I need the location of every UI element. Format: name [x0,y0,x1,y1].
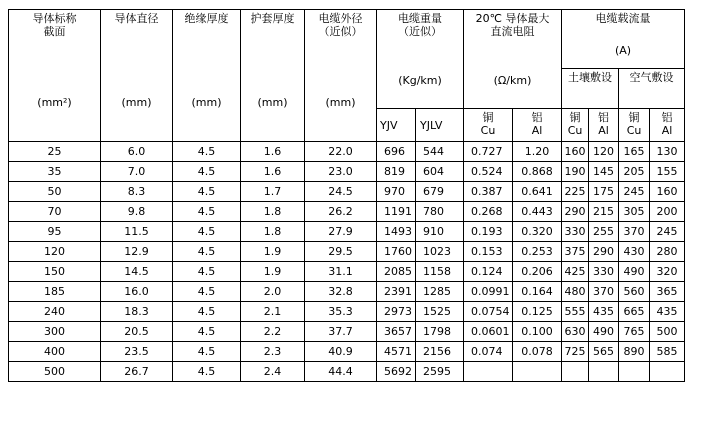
cell-air-cu: 560 [619,282,650,302]
cell-air-al: 130 [650,142,685,162]
header-section [9,10,101,142]
header-soil-cu [562,109,589,142]
header-air-al-cn: 铝 [661,111,673,124]
cell-resistance-al: 0.253 [513,242,562,262]
cell-air-cu: 370 [619,222,650,242]
cell-soil-al: 175 [589,182,619,202]
cell-weight-yjv: 1191 [377,202,416,222]
cell-air-al [650,362,685,382]
header-weight-label-2: （近似） [398,25,442,38]
header-weight-yjlv [416,109,464,142]
header-insulation-label: 绝缘厚度 [184,12,229,25]
header-soil-al-cn: 铝 [598,111,610,124]
cell-sheath: 2.2 [241,322,305,342]
cell-resistance-cu: 0.387 [464,182,513,202]
cell-insulation: 4.5 [173,282,241,302]
cell-diameter: 7.0 [101,162,173,182]
cell-soil-cu: 425 [562,262,589,282]
cell-insulation: 4.5 [173,142,241,162]
table-row [9,222,685,242]
cell-section: 25 [9,142,101,162]
cell-weight-yjlv: 1525 [416,302,464,322]
cell-air-al: 365 [650,282,685,302]
cell-soil-cu: 330 [562,222,589,242]
header-weight-unit: (Kg/km) [398,74,442,87]
cell-insulation: 4.5 [173,182,241,202]
table-row [9,322,685,342]
cell-insulation: 4.5 [173,262,241,282]
cell-weight-yjlv: 1285 [416,282,464,302]
cell-resistance-cu [464,362,513,382]
header-current-soil-label: 土壤敷设 [568,71,613,84]
cell-outer-diameter: 27.9 [305,222,377,242]
cell-section: 300 [9,322,101,342]
cell-soil-al: 290 [589,242,619,262]
header-section-unit: (mm²) [37,96,72,109]
header-resistance-al-en: Al [531,124,543,137]
cell-outer-diameter: 24.5 [305,182,377,202]
table-body [9,142,685,382]
cell-diameter: 14.5 [101,262,173,282]
cell-resistance-al: 0.164 [513,282,562,302]
header-soil-cu-en: Cu [567,124,583,137]
cell-weight-yjlv: 2156 [416,342,464,362]
cell-insulation: 4.5 [173,242,241,262]
cell-sheath: 2.1 [241,302,305,322]
header-resistance-cu-en: Cu [480,124,496,137]
cell-air-cu: 890 [619,342,650,362]
cell-section: 150 [9,262,101,282]
cell-air-cu: 305 [619,202,650,222]
cell-soil-cu: 190 [562,162,589,182]
cell-section: 50 [9,182,101,202]
cell-section: 120 [9,242,101,262]
cell-weight-yjv: 3657 [377,322,416,342]
cell-insulation: 4.5 [173,222,241,242]
header-current-air [619,69,685,109]
cell-sheath: 2.3 [241,342,305,362]
table-row [9,142,685,162]
cell-section: 400 [9,342,101,362]
cell-sheath: 1.6 [241,142,305,162]
header-weight-yjlv-label: YJLV [420,119,443,132]
cell-air-cu: 430 [619,242,650,262]
cell-soil-cu: 725 [562,342,589,362]
header-air-al [650,109,685,142]
header-resistance-al [513,109,562,142]
cell-air-al: 320 [650,262,685,282]
cell-diameter: 20.5 [101,322,173,342]
header-air-cu-en: Cu [626,124,642,137]
cell-soil-al: 565 [589,342,619,362]
cell-soil-al [589,362,619,382]
cell-weight-yjlv: 910 [416,222,464,242]
cell-section: 500 [9,362,101,382]
cell-weight-yjv: 819 [377,162,416,182]
cell-weight-yjv: 696 [377,142,416,162]
cell-soil-cu: 630 [562,322,589,342]
cell-weight-yjlv: 780 [416,202,464,222]
cell-outer-diameter: 32.8 [305,282,377,302]
cell-weight-yjv: 1493 [377,222,416,242]
header-outer-unit: (mm) [325,96,356,109]
cell-diameter: 12.9 [101,242,173,262]
cell-diameter: 11.5 [101,222,173,242]
cell-resistance-al: 0.443 [513,202,562,222]
header-soil-cu-cn: 铜 [569,111,581,124]
cell-weight-yjv: 5692 [377,362,416,382]
cell-diameter: 23.5 [101,342,173,362]
cell-resistance-al: 0.100 [513,322,562,342]
cell-resistance-al: 0.078 [513,342,562,362]
cell-weight-yjlv: 679 [416,182,464,202]
cell-insulation: 4.5 [173,202,241,222]
header-resistance [464,10,562,109]
cell-sheath: 1.9 [241,242,305,262]
cell-diameter: 16.0 [101,282,173,302]
cell-weight-yjv: 2085 [377,262,416,282]
cell-soil-al: 490 [589,322,619,342]
header-diameter-unit: (mm) [121,96,152,109]
cell-insulation: 4.5 [173,302,241,322]
cell-sheath: 2.0 [241,282,305,302]
cell-soil-al: 370 [589,282,619,302]
cell-resistance-cu: 0.193 [464,222,513,242]
header-weight [377,10,464,109]
table-row [9,262,685,282]
cell-weight-yjv: 970 [377,182,416,202]
cell-air-cu: 165 [619,142,650,162]
cell-outer-diameter: 35.3 [305,302,377,322]
cell-diameter: 6.0 [101,142,173,162]
cell-air-al: 200 [650,202,685,222]
cell-resistance-cu: 0.524 [464,162,513,182]
cell-air-cu: 490 [619,262,650,282]
header-soil-al-en: Al [598,124,609,137]
header-current-unit: (A) [614,44,632,57]
cell-insulation: 4.5 [173,362,241,382]
cell-sheath: 1.8 [241,202,305,222]
cell-weight-yjv: 2391 [377,282,416,302]
table-row [9,342,685,362]
cell-sheath: 1.9 [241,262,305,282]
cell-air-al: 585 [650,342,685,362]
cell-air-cu: 665 [619,302,650,322]
header-insulation-unit: (mm) [191,96,222,109]
header-weight-yjv-label: YJV [380,119,398,132]
cell-air-al: 280 [650,242,685,262]
cell-air-cu: 205 [619,162,650,182]
cell-soil-al: 330 [589,262,619,282]
cell-diameter: 26.7 [101,362,173,382]
cell-air-cu: 245 [619,182,650,202]
header-sheath [241,10,305,142]
cell-weight-yjlv: 2595 [416,362,464,382]
header-resistance-label-2: 直流电阻 [490,25,535,38]
header-soil-al [589,109,619,142]
header-sheath-unit: (mm) [257,96,288,109]
cell-resistance-cu: 0.153 [464,242,513,262]
header-weight-label-1: 电缆重量 [398,12,442,25]
cell-section: 70 [9,202,101,222]
header-resistance-cu [464,109,513,142]
header-outer-label-2: （近似） [318,25,363,38]
table-row [9,302,685,322]
cell-air-cu: 765 [619,322,650,342]
header-resistance-unit: (Ω/km) [493,74,532,87]
cell-weight-yjv: 1760 [377,242,416,262]
cell-soil-cu: 225 [562,182,589,202]
header-current-label: 电缆载流量 [595,12,651,25]
cell-diameter: 9.8 [101,202,173,222]
cell-diameter: 8.3 [101,182,173,202]
cell-section: 35 [9,162,101,182]
cell-resistance-cu: 0.124 [464,262,513,282]
header-air-cu-cn: 铜 [628,111,640,124]
cell-soil-cu: 160 [562,142,589,162]
header-outer-label-1: 电缆外径 [318,12,363,25]
cell-diameter: 18.3 [101,302,173,322]
cell-weight-yjlv: 544 [416,142,464,162]
cell-soil-cu: 555 [562,302,589,322]
header-resistance-label-1: 20℃ 导体最大 [475,12,550,25]
header-resistance-cu-cn: 铜 [482,111,494,124]
header-air-cu [619,109,650,142]
cell-resistance-al [513,362,562,382]
header-current-air-label: 空气敷设 [629,71,674,84]
cell-soil-cu: 290 [562,202,589,222]
cell-outer-diameter: 44.4 [305,362,377,382]
cell-air-al: 155 [650,162,685,182]
cell-air-cu [619,362,650,382]
cell-outer-diameter: 37.7 [305,322,377,342]
cell-resistance-cu: 0.727 [464,142,513,162]
cell-resistance-al: 1.20 [513,142,562,162]
header-insulation [173,10,241,142]
header-current-soil [562,69,619,109]
cell-sheath: 1.6 [241,162,305,182]
cell-resistance-cu: 0.0754 [464,302,513,322]
cell-sheath: 2.4 [241,362,305,382]
cell-resistance-cu: 0.074 [464,342,513,362]
cell-insulation: 4.5 [173,322,241,342]
cell-soil-al: 120 [589,142,619,162]
cell-soil-al: 215 [589,202,619,222]
cell-resistance-al: 0.125 [513,302,562,322]
cell-weight-yjlv: 1798 [416,322,464,342]
header-section-label-1: 导体标称 [32,12,77,25]
cell-weight-yjlv: 1023 [416,242,464,262]
cell-outer-diameter: 22.0 [305,142,377,162]
cell-insulation: 4.5 [173,342,241,362]
cell-weight-yjlv: 1158 [416,262,464,282]
cell-resistance-al: 0.868 [513,162,562,182]
table-row [9,182,685,202]
header-diameter [101,10,173,142]
header-air-al-en: Al [661,124,673,137]
table-row [9,202,685,222]
cell-air-al: 160 [650,182,685,202]
cable-spec-sheet [8,9,684,415]
header-weight-yjv [377,109,416,142]
cable-spec-table [8,9,685,382]
header-sheath-label: 护套厚度 [250,12,295,25]
cell-resistance-cu: 0.0991 [464,282,513,302]
table-row [9,162,685,182]
cell-resistance-cu: 0.0601 [464,322,513,342]
header-section-label-2: 截面 [43,25,66,38]
table-header [9,10,685,142]
cell-air-al: 500 [650,322,685,342]
cell-sheath: 1.7 [241,182,305,202]
cell-resistance-al: 0.320 [513,222,562,242]
cell-soil-cu: 480 [562,282,589,302]
cell-weight-yjlv: 604 [416,162,464,182]
cell-section: 185 [9,282,101,302]
cell-weight-yjv: 2973 [377,302,416,322]
cell-outer-diameter: 31.1 [305,262,377,282]
header-resistance-al-cn: 铝 [531,111,543,124]
table-row [9,242,685,262]
cell-resistance-al: 0.206 [513,262,562,282]
cell-air-al: 435 [650,302,685,322]
header-current [562,10,685,69]
table-row [9,282,685,302]
cell-section: 95 [9,222,101,242]
header-diameter-label: 导体直径 [114,12,159,25]
header-outer-diameter [305,10,377,142]
cell-air-al: 245 [650,222,685,242]
table-row [9,362,685,382]
cell-sheath: 1.8 [241,222,305,242]
cell-soil-al: 435 [589,302,619,322]
cell-outer-diameter: 23.0 [305,162,377,182]
cell-resistance-cu: 0.268 [464,202,513,222]
cell-resistance-al: 0.641 [513,182,562,202]
cell-outer-diameter: 26.2 [305,202,377,222]
cell-outer-diameter: 29.5 [305,242,377,262]
cell-soil-al: 145 [589,162,619,182]
cell-soil-al: 255 [589,222,619,242]
cell-weight-yjv: 4571 [377,342,416,362]
cell-soil-cu: 375 [562,242,589,262]
cell-soil-cu [562,362,589,382]
cell-outer-diameter: 40.9 [305,342,377,362]
cell-insulation: 4.5 [173,162,241,182]
cell-section: 240 [9,302,101,322]
